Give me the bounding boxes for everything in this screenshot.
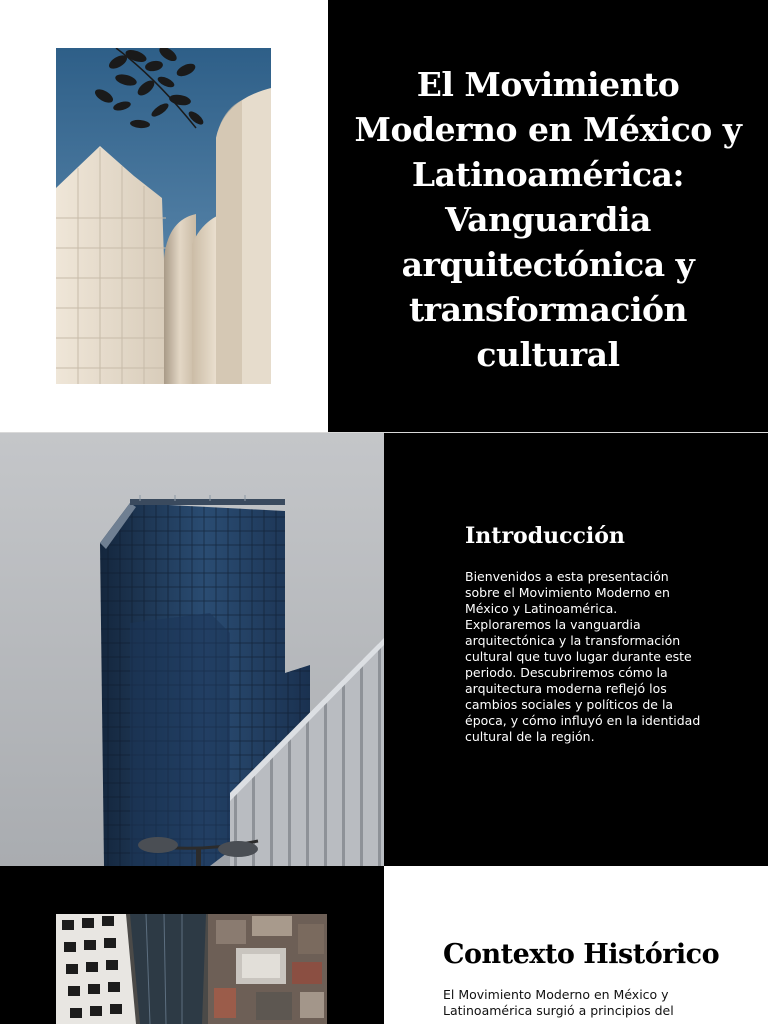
historical-context-heading: Contexto Histórico: [443, 939, 720, 970]
building-curves-photo: [56, 48, 271, 384]
presentation-title: El Movimiento Moderno en México y Latinoamérica: Vanguardia arquitectónica y transformación cultural: [354, 64, 742, 374]
city-aerial-photo: [56, 914, 327, 1024]
title-panel: [328, 0, 768, 432]
introduction-body: Bienvenidos a esta presentación sobre el Movimiento Moderno en México y Latinoamérica. Exploraremos la vanguardia arquitectónica y la transformación cultural que tuvo lugar durante este periodo. Descubriremos cómo la arquitectura moderna reflejó los cambios sociales y políticos de la época, y cómo influyó en la identidad cultural de la región.: [465, 569, 701, 744]
glass-tower-photo: [0, 433, 384, 866]
introduction-slide: [0, 433, 768, 866]
introduction-heading: Introducción: [465, 523, 625, 549]
title-slide: [0, 0, 768, 432]
historical-context-body: El Movimiento Moderno en México y Latinoamérica surgió a principios del: [443, 987, 674, 1018]
historical-context-slide: [0, 866, 768, 1024]
